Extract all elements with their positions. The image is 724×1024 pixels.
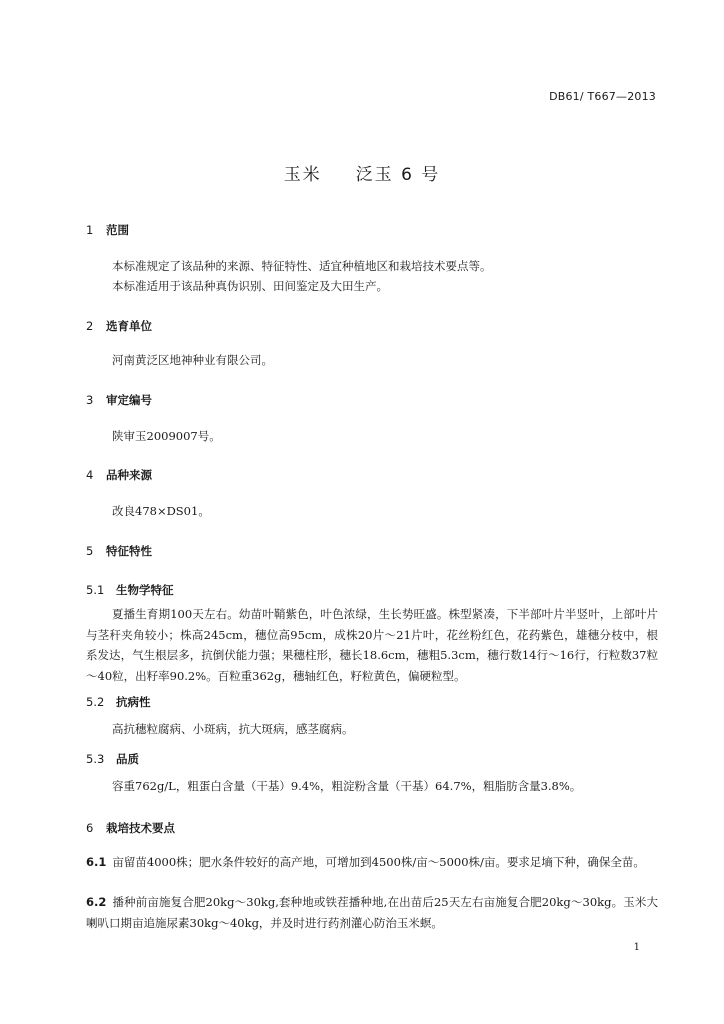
- subsection-heading-disease-resistance: 5.2 抗病性: [86, 695, 151, 709]
- section-heading-approval-number: 3 审定编号: [86, 393, 152, 407]
- section-heading-scope: 1 范围: [86, 223, 129, 237]
- subsection-heading-biology: 5.1 生物学特征: [86, 583, 174, 597]
- paragraph: 本标准适用于该品种真伪识别、田间鉴定及大田生产。: [112, 279, 388, 293]
- title-variety: 泛玉 6 号: [355, 165, 441, 185]
- section-heading-breeder: 2 选育单位: [86, 319, 152, 333]
- paragraph: 容重762g/L，粗蛋白含量（干基）9.4%，粗淀粉含量（干基）64.7%，粗脂肪含量3.8%。: [112, 779, 582, 793]
- paragraph: 高抗穗粒腐病、小斑病，抗大斑病，感茎腐病。: [112, 722, 354, 736]
- paragraph: 改良478×DS01。: [112, 504, 210, 518]
- standard-code: DB61/ T667—2013: [549, 90, 656, 103]
- section-heading-origin: 4 品种来源: [86, 468, 152, 482]
- title-crop: 玉米: [283, 165, 322, 185]
- list-item: 6.1 亩留苗4000株；肥水条件较好的高产地，可增加到4500株/亩～5000株/亩。要求足墒下种，确保全苗。: [86, 855, 645, 869]
- page-number: 1: [633, 942, 640, 953]
- section-heading-cultivation: 6 栽培技术要点: [86, 821, 175, 835]
- paragraph: 陕审玉2009007号。: [112, 429, 221, 443]
- subsection-heading-quality: 5.3 品质: [86, 752, 139, 766]
- paragraph: 本标准规定了该品种的来源、特征特性、适宜种植地区和栽培技术要点等。: [112, 259, 492, 273]
- list-item: 6.2 播种前亩施复合肥20kg～30kg,套种地或铁茬播种地,在出苗后25天左右亩施复合肥20kg～30kg。玉米大喇叭口期亩追施尿素30kg～40kg，并及时进行药剂灌心防治玉米螟。: [86, 895, 658, 930]
- section-heading-characteristics: 5 特征特性: [86, 544, 152, 558]
- paragraph: 夏播生育期100天左右。幼苗叶鞘紫色，叶色浓绿，生长势旺盛。株型紧凑，下半部叶片半竖叶，上部叶片与茎秆夹角较小；株高245cm，穗位高95cm，成株20片～21片叶，花丝粉红色，花药紫色，雄穗分枝中，根系发达，气生根层多，抗倒伏能力强；果穗柱形，穗长18.6cm，穗粗5.3cm，穗行数14行～16行，行粒数37粒～40粒，出籽率90.2%。百粒重362g，穗轴红色，籽粒黄色，偏硬粒型。: [86, 607, 658, 683]
- document-title: [0, 160, 724, 185]
- paragraph: 河南黄泛区地神种业有限公司。: [112, 353, 273, 367]
